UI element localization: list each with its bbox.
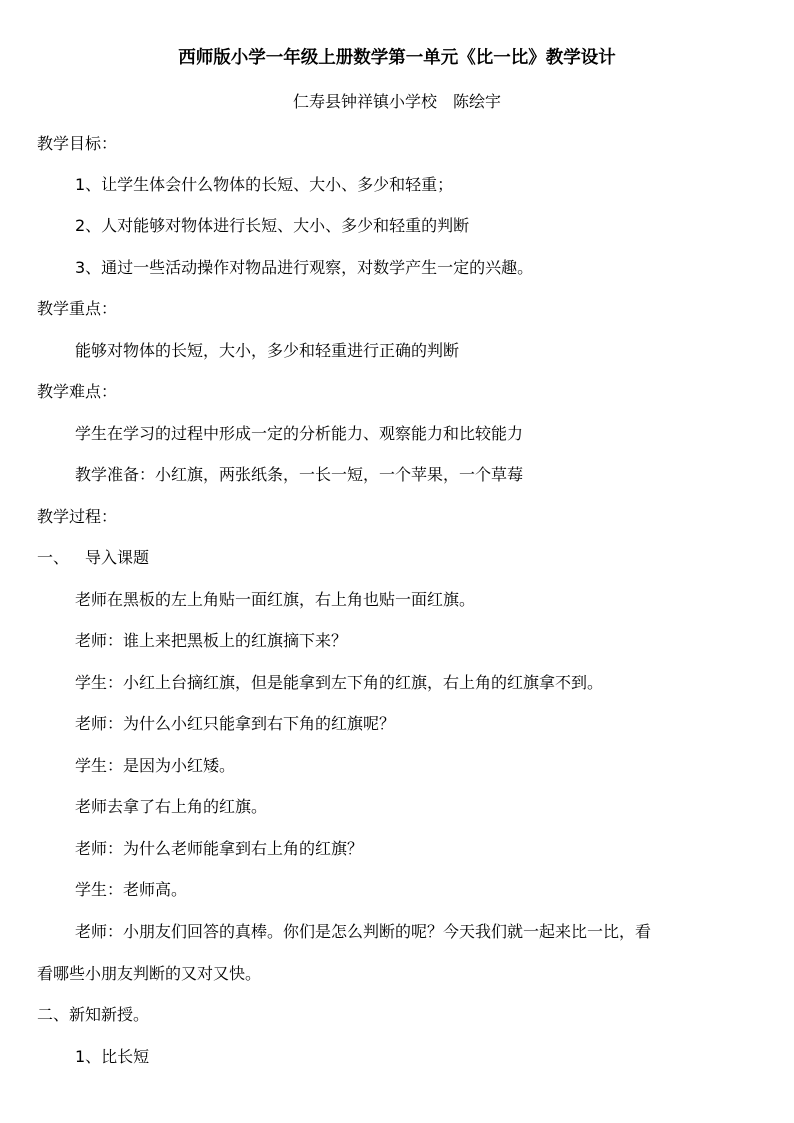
section1-line: 学生：小红上台摘红旗，但是能拿到左下角的红旗，右上角的红旗拿不到。 <box>75 673 604 692</box>
section1-line: 老师：为什么小红只能拿到右下角的红旗呢？ <box>75 714 396 733</box>
section1-line: 老师：小朋友们回答的真棒。你们是怎么判断的呢？今天我们就一起来比一比，看 <box>75 922 652 941</box>
section1-line: 老师在黑板的左上角贴一面红旗，右上角也贴一面红旗。 <box>75 590 476 609</box>
section1-continuation: 看哪些小朋友判断的又对又快。 <box>37 964 262 983</box>
objective-item: 2、人对能够对物体进行长短、大小、多少和轻重的判断 <box>75 216 470 235</box>
section1-line: 老师：为什么老师能拿到右上角的红旗？ <box>75 839 364 858</box>
section2-item: 1、比长短 <box>75 1047 150 1066</box>
section1-heading <box>37 544 149 572</box>
preparation-text: 教学准备：小红旗，两张纸条，一长一短，一个苹果，一个草莓 <box>75 465 524 484</box>
process-heading: 教学过程： <box>37 507 118 526</box>
key-points-text: 能够对物体的长短，大小，多少和轻重进行正确的判断 <box>75 341 460 360</box>
difficulties-text: 学生在学习的过程中形成一定的分析能力、观察能力和比较能力 <box>75 424 524 443</box>
section1-line: 老师去拿了右上角的红旗。 <box>75 797 268 816</box>
section2-heading: 二、新知新授。 <box>37 1005 150 1024</box>
difficulties-heading: 教学难点： <box>37 382 118 401</box>
section1-line: 学生：老师高。 <box>75 880 188 899</box>
document-author: 仁寿县钟祥镇小学校 陈绘宇 <box>292 92 501 111</box>
objectives-heading: 教学目标： <box>37 134 118 153</box>
document-title: 西师版小学一年级上册数学第一单元《比一比》教学设计 <box>178 48 616 68</box>
key-points-heading: 教学重点： <box>37 299 118 318</box>
section1-line: 老师：谁上来把黑板上的红旗摘下来？ <box>75 631 348 650</box>
section1-title: 导入课题 <box>85 548 150 567</box>
section1-line: 学生：是因为小红矮。 <box>75 756 236 775</box>
objective-item: 1、让学生体会什么物体的长短、大小、多少和轻重； <box>75 175 454 194</box>
section1-number: 一、 <box>37 548 70 567</box>
objective-item: 3、通过一些活动操作对物品进行观察，对数学产生一定的兴趣。 <box>75 258 534 277</box>
